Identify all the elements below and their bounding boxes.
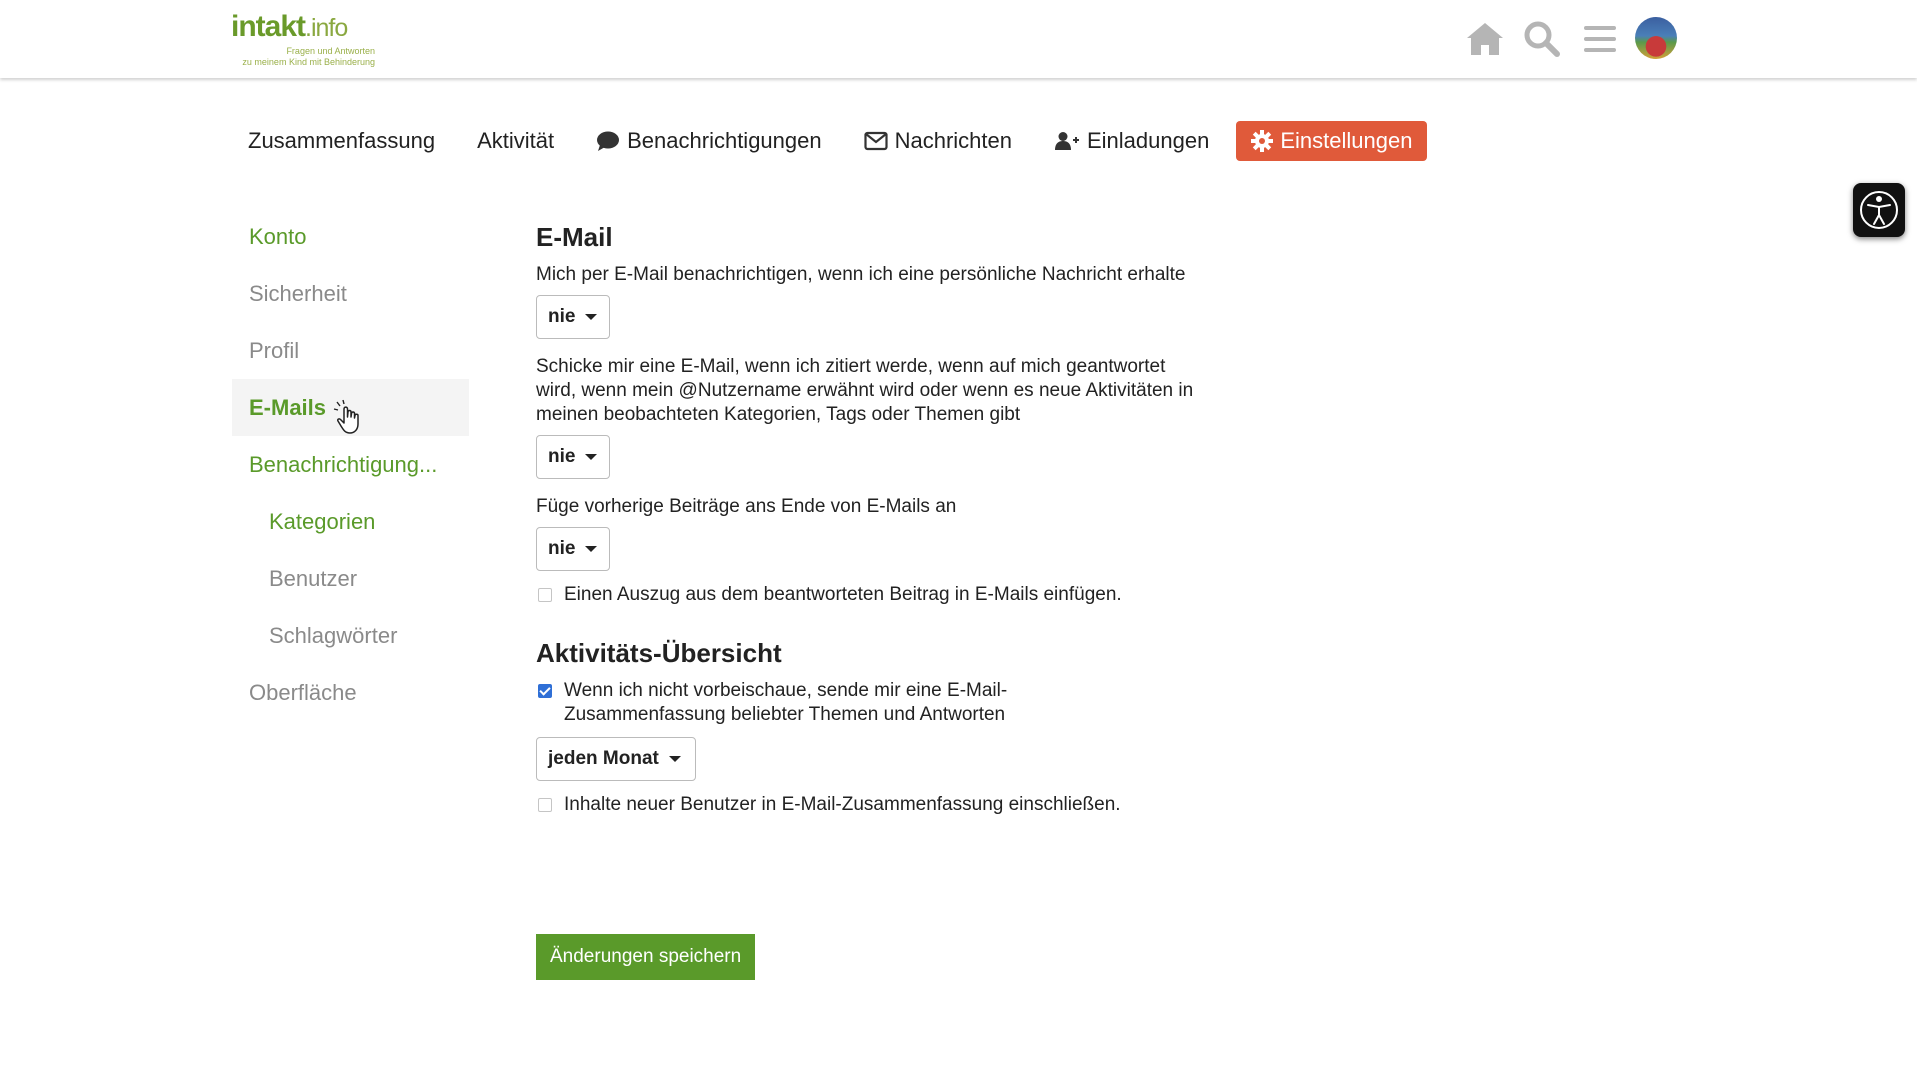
sidebar-item-label: E-Mails	[249, 394, 327, 420]
new-users-label: Inhalte neuer Benutzer in E-Mail-Zusammenfassung einschließen.	[564, 794, 1121, 815]
tab-label: Aktivität	[477, 128, 555, 153]
logo-wordmark: intakt.info	[231, 10, 348, 43]
caret-down-icon	[585, 454, 597, 460]
caret-down-icon	[669, 756, 681, 762]
sidebar-item-oberflaeche[interactable]	[232, 664, 469, 721]
caret-down-icon	[585, 546, 597, 552]
hamburger-menu-icon[interactable]	[1579, 18, 1621, 60]
pm-email-label: Mich per E-Mail benachrichtigen, wenn ich eine persönliche Nachricht erhalte	[536, 264, 1186, 285]
tab-label: Einstellungen	[1280, 128, 1413, 153]
tab-label: Einladungen	[1087, 128, 1210, 153]
home-icon[interactable]	[1464, 18, 1506, 60]
search-icon[interactable]	[1521, 18, 1563, 60]
pm-email-select[interactable]	[536, 295, 610, 339]
user-plus-icon	[1054, 131, 1080, 151]
accessibility-icon	[1859, 189, 1899, 231]
select-value: nie	[548, 306, 576, 327]
speech-bubble-icon	[596, 130, 620, 152]
sidebar-item-label: Oberfläche	[249, 679, 357, 705]
sidebar-item-label: Profil	[249, 337, 300, 363]
save-changes-button[interactable]: Änderungen speichern	[536, 934, 755, 980]
gear-icon	[1251, 130, 1273, 152]
tab-benachrichtigungen[interactable]	[581, 121, 836, 161]
new-users-checkbox[interactable]	[538, 798, 552, 812]
pointer-hand-icon	[332, 399, 366, 441]
digest-section-title: Aktivitäts-Übersicht	[536, 638, 782, 668]
tab-einstellungen[interactable]	[1236, 121, 1427, 161]
envelope-icon	[864, 131, 888, 151]
sidebar-item-schlagwoerter[interactable]	[232, 607, 469, 664]
sidebar-item-benachrichtigungen[interactable]	[232, 436, 469, 493]
digest-summary-checkbox[interactable]	[538, 684, 552, 698]
sidebar-item-label: Sicherheit	[249, 280, 347, 306]
digest-frequency-select[interactable]	[536, 737, 696, 781]
logo-tagline: Fragen und Antworten zu meinem Kind mit Behinderung	[242, 46, 375, 67]
tab-nachrichten[interactable]	[849, 121, 1027, 161]
previous-posts-select[interactable]	[536, 527, 610, 571]
caret-down-icon	[585, 314, 597, 320]
site-logo[interactable]	[231, 10, 381, 68]
select-value: jeden Monat	[548, 748, 659, 769]
select-value: nie	[548, 538, 576, 559]
email-section-title: E-Mail	[536, 222, 613, 252]
accessibility-widget-button[interactable]	[1853, 183, 1905, 237]
sidebar-item-sicherheit[interactable]	[232, 265, 469, 322]
sidebar-item-label: Schlagwörter	[269, 622, 398, 648]
sidebar-item-kategorien[interactable]	[232, 493, 469, 550]
previous-posts-label: Füge vorherige Beiträge ans Ende von E-Mails an	[536, 496, 957, 517]
email-settings-panel	[536, 222, 1196, 817]
digest-summary-option	[536, 679, 1196, 727]
mention-email-select[interactable]	[536, 435, 610, 479]
tab-aktivitaet[interactable]	[462, 121, 569, 161]
sidebar-item-label: Kategorien	[269, 508, 376, 534]
excerpt-option	[536, 583, 1196, 607]
preferences-sidebar	[232, 208, 469, 721]
tab-label: Nachrichten	[894, 128, 1012, 153]
excerpt-checkbox[interactable]	[538, 588, 552, 602]
user-avatar[interactable]	[1635, 17, 1677, 59]
sidebar-item-emails[interactable]	[232, 379, 469, 436]
tab-label: Zusammenfassung	[248, 128, 436, 153]
digest-summary-label: Wenn ich nicht vorbeischaue, sende mir eine E-Mail-Zusammenfassung beliebter Themen und Antworten	[564, 680, 1008, 725]
sidebar-item-benutzer[interactable]	[232, 550, 469, 607]
user-top-nav	[233, 121, 1427, 161]
tab-label: Benachrichtigungen	[627, 128, 822, 153]
site-header	[0, 0, 1917, 78]
sidebar-item-label: Benachrichtigung...	[249, 451, 438, 477]
sidebar-item-label: Konto	[249, 223, 307, 249]
mention-email-label: Schicke mir eine E-Mail, wenn ich zitiert werde, wenn auf mich geantwortet wird, wenn mein @Nutzername erwähnt wird oder wenn es neue Aktivitäten in meinen beobachteten Kategorien, Tags oder Themen gibt	[536, 356, 1194, 425]
excerpt-label: Einen Auszug aus dem beantworteten Beitrag in E-Mails einfügen.	[564, 584, 1122, 605]
sidebar-item-profil[interactable]	[232, 322, 469, 379]
sidebar-item-label: Benutzer	[269, 565, 358, 591]
new-users-option	[536, 793, 1196, 817]
tab-einladungen[interactable]	[1039, 121, 1224, 161]
tab-zusammenfassung[interactable]	[233, 121, 450, 161]
select-value: nie	[548, 446, 576, 467]
sidebar-item-konto[interactable]	[232, 208, 469, 265]
